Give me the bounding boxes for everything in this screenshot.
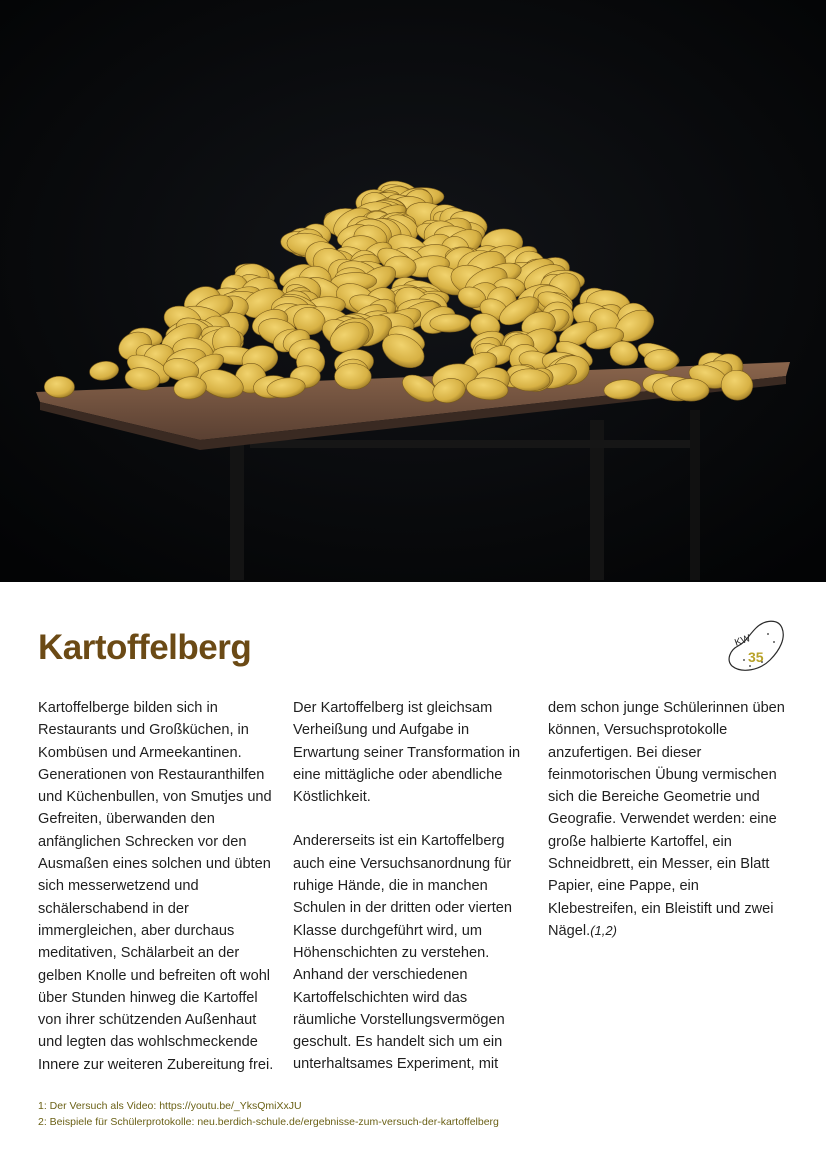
footnotes xyxy=(38,1098,499,1130)
potato xyxy=(335,364,372,390)
paragraph xyxy=(548,697,788,942)
potato-logo-icon xyxy=(724,616,786,678)
text-column-3 xyxy=(548,697,788,942)
table-brace xyxy=(250,440,690,448)
footnote-2[interactable]: 2: Beispiele für Schülerprotokolle: neu.berdich-schule.de/ergebnisse-zum-versuch-der-kartoffelberg xyxy=(38,1116,499,1128)
potato xyxy=(644,349,679,371)
text-column-1 xyxy=(38,697,283,1076)
paragraph-text: dem schon junge Schülerinnen üben können, Versuchsprotokolle anzufertigen. Bei dieser feinmotorischen Übung vermischen sich die Bereiche Geometrie und Geografie. Verwendet werden: eine große halbierte Kartoffel, ein Schneidbrett, ein Messer, ein Blatt Papier, eine Pappe, ein Klebestreifen, ein Bleistift und zwei Nägel. xyxy=(548,700,785,939)
potato xyxy=(510,368,550,391)
text-column-2 xyxy=(293,697,528,1076)
footnote-1[interactable]: 1: Der Versuch als Video: https://youtu.be/_YksQmiXxJU xyxy=(38,1100,302,1112)
footnote-reference: (1,2) xyxy=(590,922,617,938)
potato xyxy=(44,376,75,398)
page-title: Kartoffelberg xyxy=(38,628,252,667)
badge-initials: KW xyxy=(733,632,753,649)
paragraph: Der Kartoffelberg ist gleichsam Verheißung und Aufgabe in Erwartung seiner Transformation in eine mittägliche oder abendliche Köstlichkeit. xyxy=(293,700,521,806)
table-leg xyxy=(690,410,700,580)
page-number: 35 xyxy=(748,649,764,665)
paragraph: Andererseits ist ein Kartoffelberg auch eine Versuchsanordnung für ruhige Hände, die in manchen Schulen in der dritten oder vierten Klasse durchgeführt wird, um Höhenschichten zu verstehen. Anhand der verschiedenen Kartoffelschichten wird das räumliche Vorstellungsvermögen geschult. Es handelt sich um ein unterhaltsames Experiment, mit xyxy=(293,833,513,1073)
paragraph: Kartoffelberge bilden sich in Restaurants und Großküchen, in Kombüsen und Armeekantinen. Generationen von Restauranthilfen und Küchenbullen, von Smutjes und Gefreiten, überwanden den anfänglichen Schrecken vor den Ausmaßen eines solchen und übten sich messerwetzend und schälerschabend in der immergleichen, aber durchaus meditativen, Schälarbeit an der gelben Knolle und befreiten oft wohl über Stunden hinweg die Kartoffel von ihrer schützenden Außenhaut und legten das wohlschmeckende Innere zur weiteren Zubereitung frei. xyxy=(38,700,274,1073)
